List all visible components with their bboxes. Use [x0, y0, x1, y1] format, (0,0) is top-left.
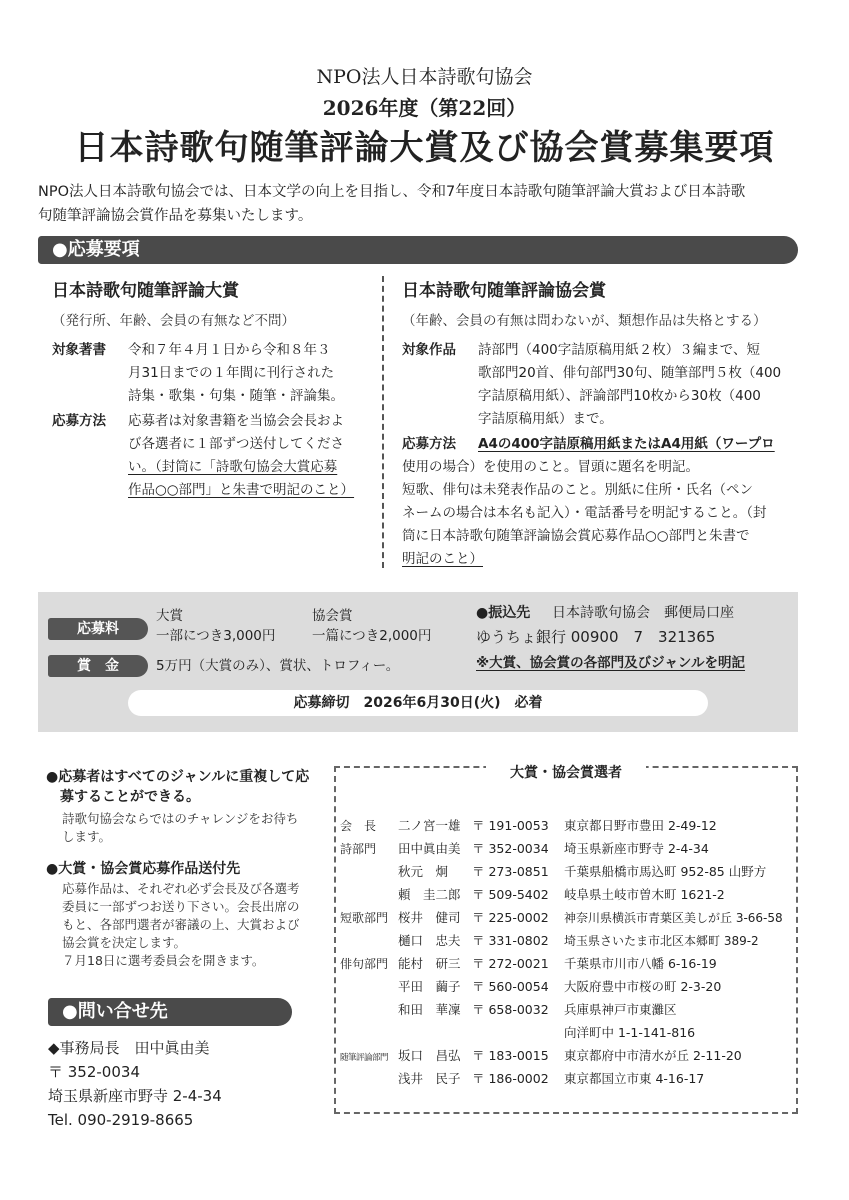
- selectors-title: 大賞・協会賞選者: [510, 765, 622, 781]
- table-row: 秋元 炯 〒 273-0851 千葉県船橋市馬込町 952-85 山野方: [398, 864, 767, 879]
- transfer-note: ※大賞、協会賞の各部門及びジャンルを明記: [476, 655, 746, 671]
- note-body: もと、各部門選者が審議の上、大賞および: [62, 917, 300, 932]
- notes-column: [46, 766, 326, 970]
- assoc-method-continued: [402, 456, 798, 571]
- contact-block: [48, 1036, 222, 1132]
- table-row: 俳句部門 能村 研三 〒 272-0021 千葉県市川市八幡 6-16-19: [340, 956, 717, 971]
- section-guidelines-bar: ●応募要項: [38, 236, 798, 264]
- text-line: い。（封筒に「詩歌句協会大賞応募: [128, 459, 338, 475]
- fee-tag: 応募料: [48, 618, 148, 640]
- selectors-table: [340, 814, 796, 1090]
- text-line: 短歌、俳句は未発表作品のこと。別紙に住所・氏名（ペン: [402, 482, 753, 498]
- grand-method-label: 応募方法: [52, 413, 106, 429]
- grand-prize-note: （発行所、年齢、会員の有無など不問）: [52, 313, 295, 329]
- note-heading: 募することができる。: [60, 789, 200, 805]
- table-row: 向洋町中 1-1-141-816: [564, 1025, 696, 1040]
- transfer-name: 日本詩歌句協会 郵便局口座: [552, 605, 734, 621]
- table-row: 浅井 民子 〒 186-0002 東京都国立市東 4-16-17: [398, 1071, 705, 1086]
- table-row: 随筆評論部門 坂口 昌弘 〒 183-0015 東京都府中市清水が丘 2-11-20: [340, 1048, 742, 1063]
- table-row: 樋口 忠夫 〒 331-0802 埼玉県さいたま市北区本郷町 389-2: [398, 933, 759, 948]
- edition-year: 2026年度（第22回）: [322, 96, 527, 120]
- note-body: 協会賞を決定します。: [62, 935, 187, 950]
- assoc-target-label: 対象作品: [402, 342, 456, 358]
- table-row: 和田 華凜 〒 658-0032 兵庫県神戸市東灘区: [398, 1002, 677, 1017]
- assoc-fee-name: 協会賞: [312, 608, 353, 624]
- text-line: ネームの場合は本名も記入）・電話番号を明記すること。（封: [402, 505, 767, 521]
- assoc-prize-title: 日本詩歌句随筆評論協会賞: [402, 281, 606, 301]
- text-line: 字詰原稿用紙）、評論部門10枚から30枚（400: [478, 388, 761, 404]
- transfer-title: ●振込先: [476, 605, 531, 621]
- table-row: 平田 繭子 〒 560-0054 大阪府豊中市桜の町 2-3-20: [398, 979, 722, 994]
- contact-name: ◆事務局長 田中眞由美: [48, 1039, 210, 1057]
- text-line: 応募者は対象書籍を当協会会長およ: [128, 413, 344, 429]
- contact-zip: 〒 352-0034: [48, 1063, 140, 1081]
- text-line: 作品○○部門」と朱書で明記のこと）: [128, 482, 355, 498]
- note-body: します。: [62, 829, 112, 844]
- text-line: 歌部門20首、俳句部門30句、随筆部門５枚（400: [478, 365, 782, 381]
- organization-name: NPO法人日本詩歌句協会: [316, 66, 533, 88]
- grand-fee-name: 大賞: [156, 608, 183, 624]
- text-line: 使用の場合）を使用のこと。冒頭に題名を明記。: [402, 459, 699, 475]
- column-divider: [382, 276, 384, 568]
- prize-tag: 賞 金: [48, 655, 148, 677]
- intro-line: 句随筆評論協会賞作品を募集いたします。: [38, 208, 313, 224]
- prize-text: 5万円（大賞のみ）、賞状、トロフィー。: [156, 658, 400, 674]
- text-line: 詩部門（400字詰原稿用紙２枚）３編まで、短: [478, 342, 760, 358]
- assoc-method-block: [402, 433, 802, 456]
- table-row: 頼 圭二郎 〒 509-5402 岐阜県土岐市曽木町 1621-2: [398, 887, 725, 902]
- text-line: 筒に日本詩歌句随筆評論協会賞応募作品○○部門と朱書で: [402, 528, 750, 544]
- grand-target-text: [128, 339, 344, 408]
- note-body: 応募作品は、それぞれ必ず会長及び各選考: [62, 881, 300, 896]
- assoc-fee-amount: 一篇につき2,000円: [312, 628, 432, 644]
- assoc-prize-column: [402, 276, 802, 571]
- note-body: 詩歌句協会ならではのチャレンジをお待ち: [62, 811, 299, 826]
- note-body: 委員に一部ずつお送り下さい。会長出席の: [62, 899, 300, 914]
- intro-line: NPO法人日本詩歌句協会では、日本文学の向上を目指し、令和7年度日本詩歌句随筆評論大賞および日本詩歌: [38, 184, 746, 200]
- text-line: A4の400字詰原稿用紙またはA4用紙（ワープロ: [478, 436, 775, 452]
- deadline-banner: 応募締切 2026年6月30日(火) 必着: [128, 690, 708, 716]
- grand-method-text: [128, 410, 354, 502]
- text-line: 明記のこと）: [402, 551, 483, 567]
- text-line: 令和７年４月１日から令和８年３: [128, 342, 331, 358]
- assoc-target-text: [478, 339, 781, 431]
- grand-prize-column: [52, 276, 372, 502]
- grand-prize-title: 日本詩歌句随筆評論大賞: [52, 281, 239, 301]
- assoc-method-text: [478, 433, 775, 456]
- assoc-method-label: 応募方法: [402, 436, 456, 452]
- grand-method-block: [52, 410, 372, 502]
- grand-fee-amount: 一部につき3,000円: [156, 628, 276, 644]
- assoc-prize-note: （年齢、会員の有無は問わないが、類想作品は失格とする）: [402, 313, 767, 329]
- text-line: 月31日までの１年間に刊行された: [128, 365, 335, 381]
- assoc-target-block: [402, 339, 802, 431]
- table-row: 短歌部門 桜井 健司 〒 225-0002 神奈川県横浜市青葉区美しが丘 3-66-58: [340, 910, 783, 925]
- text-line: 詩集・歌集・句集・随筆・評論集。: [128, 388, 344, 404]
- contact-phone: Tel. 090-2919-8665: [48, 1111, 194, 1129]
- transfer-account: ゆうちょ銀行 00900 7 321365: [476, 628, 716, 646]
- text-line: び各選者に１部ずつ送付してくださ: [128, 436, 344, 452]
- table-row: 会 長 二ノ宮一雄 〒 191-0053 東京都日野市豊田 2-49-12: [340, 818, 717, 833]
- page-title: 日本詩歌句随筆評論大賞及び協会賞募集要項: [74, 128, 775, 168]
- section-contact-bar: ●問い合せ先: [48, 998, 292, 1026]
- text-line: 字詰原稿用紙）まで。: [478, 411, 613, 427]
- table-row: 詩部門 田中眞由美 〒 352-0034 埼玉県新座市野寺 2-4-34: [340, 841, 709, 856]
- intro-text: [38, 180, 818, 228]
- grand-target-label: 対象著書: [52, 342, 106, 358]
- note-heading: ●大賞・協会賞応募作品送付先: [46, 861, 241, 877]
- note-body: ７月18日に選考委員会を開きます。: [62, 953, 265, 968]
- note-heading: ●応募者はすべてのジャンルに重複して応: [46, 769, 310, 785]
- grand-target-block: [52, 339, 372, 408]
- contact-address: 埼玉県新座市野寺 2-4-34: [48, 1087, 222, 1105]
